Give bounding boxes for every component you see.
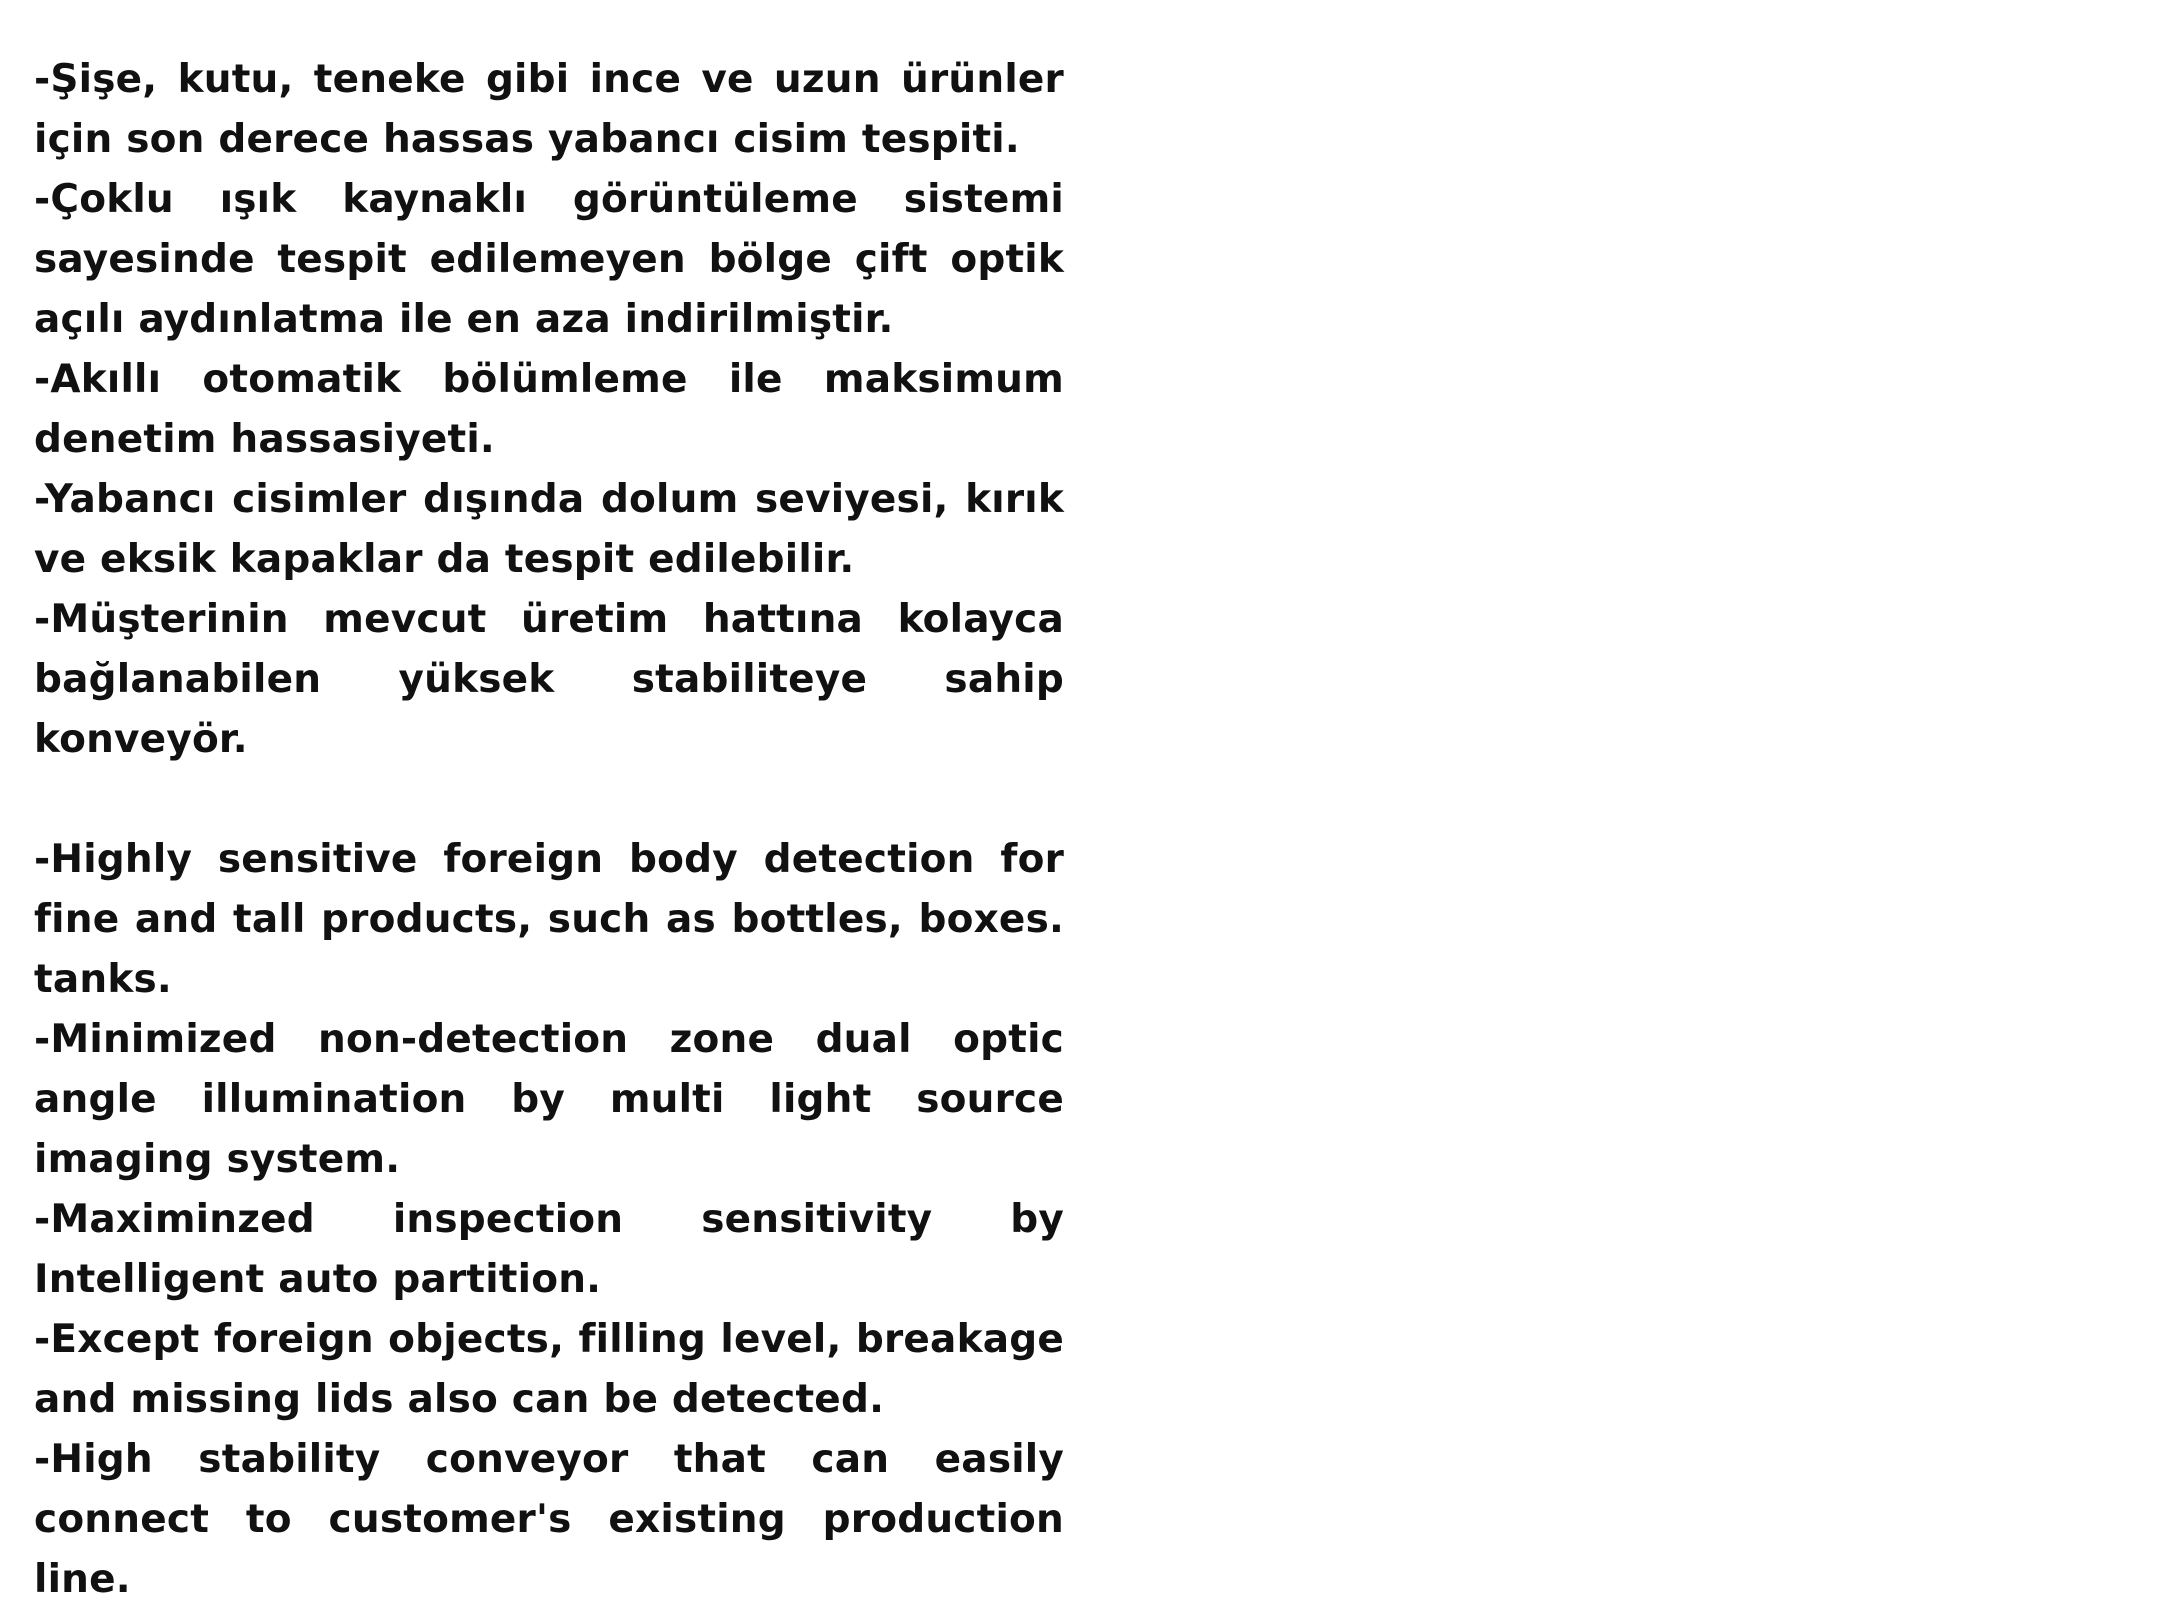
feature-text-column [34,50,1064,1610]
section-spacer [34,770,1064,830]
english-feature-1: -Highly sensitive foreign body detection for fine and tall products, such as bottles, boxes. tanks. [34,837,1064,1002]
turkish-feature-5: -Müşterinin mevcut üretim hattına kolayca bağlanabilen yüksek stabiliteye sahip konveyör. [34,597,1064,762]
turkish-feature-3: -Akıllı otomatik bölümleme ile maksimum denetim hassasiyeti. [34,357,1064,462]
turkish-feature-4: -Yabancı cisimler dışında dolum seviyesi, kırık ve eksik kapaklar da tespit edilebilir. [34,477,1064,582]
turkish-feature-2: -Çoklu ışık kaynaklı görüntüleme sistemi sayesinde tespit edilemeyen bölge çift optik açılı aydınlatma ile en aza indirilmiştir. [34,177,1064,342]
english-feature-3: -Maximinzed inspection sensitivity by Intelligent auto partition. [34,1197,1064,1302]
turkish-feature-1: -Şişe, kutu, teneke gibi ince ve uzun ürünler için son derece hassas yabancı cisim tespiti. [34,57,1064,162]
english-feature-4: -Except foreign objects, filling level, breakage and missing lids also can be detected. [34,1317,1064,1422]
english-feature-5: -High stability conveyor that can easily connect to customer's existing production line. [34,1437,1064,1602]
english-feature-2: -Minimized non-detection zone dual optic angle illumination by multi light source imaging system. [34,1017,1064,1182]
